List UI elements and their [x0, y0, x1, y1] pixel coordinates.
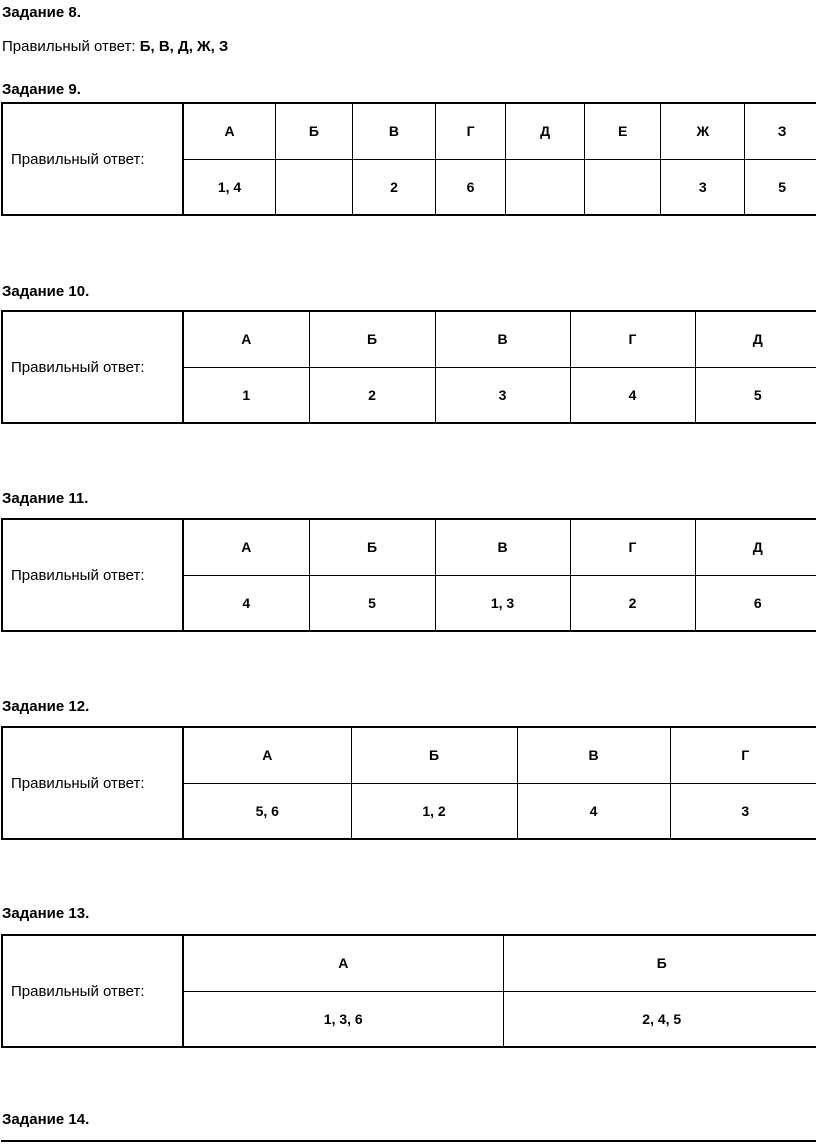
task-10-letter-g: Г [570, 311, 695, 367]
task-9-letter-a: А [183, 103, 275, 159]
task-9-letter-d: Д [506, 103, 585, 159]
task-11-letter-d: Д [695, 519, 816, 575]
task-12-answer-table [1, 726, 816, 840]
task-11-answer-table [1, 518, 816, 632]
task-12-heading: Задание 12. [2, 698, 90, 715]
task-13-letter-a: А [183, 935, 503, 991]
task-13-answer-b: 2, 4, 5 [503, 991, 816, 1047]
task-11-answer-g: 2 [570, 575, 695, 631]
task-12-letter-v: В [517, 727, 670, 783]
task-13-answer-a: 1, 3, 6 [183, 991, 503, 1047]
task-11-letter-a: А [183, 519, 309, 575]
task-14-heading: Задание 14. [2, 1111, 90, 1128]
task-9-letter-e: Е [585, 103, 661, 159]
task-9-answer-z: 5 [745, 159, 816, 215]
task-9-answer-v: 2 [352, 159, 435, 215]
task-14-table-top-border [1, 1140, 816, 1142]
task-13-answer-table [1, 934, 816, 1048]
task-9-answer-table [1, 102, 816, 216]
task-11-answer-b: 5 [309, 575, 435, 631]
task-10-answer-table [1, 310, 816, 424]
task-9-letter-b: Б [275, 103, 352, 159]
task-10-heading: Задание 10. [2, 283, 90, 300]
task-9-letter-z: З [745, 103, 816, 159]
task-10-answer-b: 2 [309, 367, 435, 423]
task-13-heading: Задание 13. [2, 905, 90, 922]
task-8-answer-label: Правильный ответ: [2, 38, 136, 55]
task-9-answer-g: 6 [436, 159, 506, 215]
task-10-letter-a: А [183, 311, 309, 367]
task-9-answer-e [585, 159, 661, 215]
task-12-answer-b: 1, 2 [351, 783, 517, 839]
task-12-answer-g: 3 [670, 783, 816, 839]
task-9-letter-g: Г [436, 103, 506, 159]
task-8-answer [2, 38, 228, 55]
task-9-answer-a: 1, 4 [183, 159, 275, 215]
task-10-letter-b: Б [309, 311, 435, 367]
task-10-letter-v: В [435, 311, 570, 367]
task-9-answer-d [506, 159, 585, 215]
task-10-answer-v: 3 [435, 367, 570, 423]
task-9-letter-v: В [352, 103, 435, 159]
task-12-row-label: Правильный ответ: [2, 727, 183, 839]
task-11-heading: Задание 11. [2, 490, 89, 507]
task-11-answer-v: 1, 3 [435, 575, 570, 631]
task-10-answer-g: 4 [570, 367, 695, 423]
task-9-heading: Задание 9. [2, 81, 81, 98]
task-10-letter-d: Д [695, 311, 816, 367]
task-10-answer-a: 1 [183, 367, 309, 423]
task-11-letter-g: Г [570, 519, 695, 575]
task-9-answer-b [275, 159, 352, 215]
task-13-letter-b: Б [503, 935, 816, 991]
task-11-answer-a: 4 [183, 575, 309, 631]
task-8-answer-value: Б, В, Д, Ж, З [139, 38, 229, 55]
task-13-row-label: Правильный ответ: [2, 935, 183, 1047]
task-12-answer-v: 4 [517, 783, 670, 839]
task-12-letter-a: А [183, 727, 351, 783]
task-12-answer-a: 5, 6 [183, 783, 351, 839]
task-9-row-label: Правильный ответ: [2, 103, 183, 215]
task-11-letter-b: Б [309, 519, 435, 575]
task-9-letter-zh: Ж [661, 103, 745, 159]
task-12-letter-g: Г [670, 727, 816, 783]
task-10-row-label: Правильный ответ: [2, 311, 183, 423]
task-9-answer-zh: 3 [661, 159, 745, 215]
task-11-letter-v: В [435, 519, 570, 575]
task-10-answer-d: 5 [695, 367, 816, 423]
task-8-heading: Задание 8. [2, 4, 81, 21]
task-11-answer-d: 6 [695, 575, 816, 631]
task-11-row-label: Правильный ответ: [2, 519, 183, 631]
task-12-letter-b: Б [351, 727, 517, 783]
